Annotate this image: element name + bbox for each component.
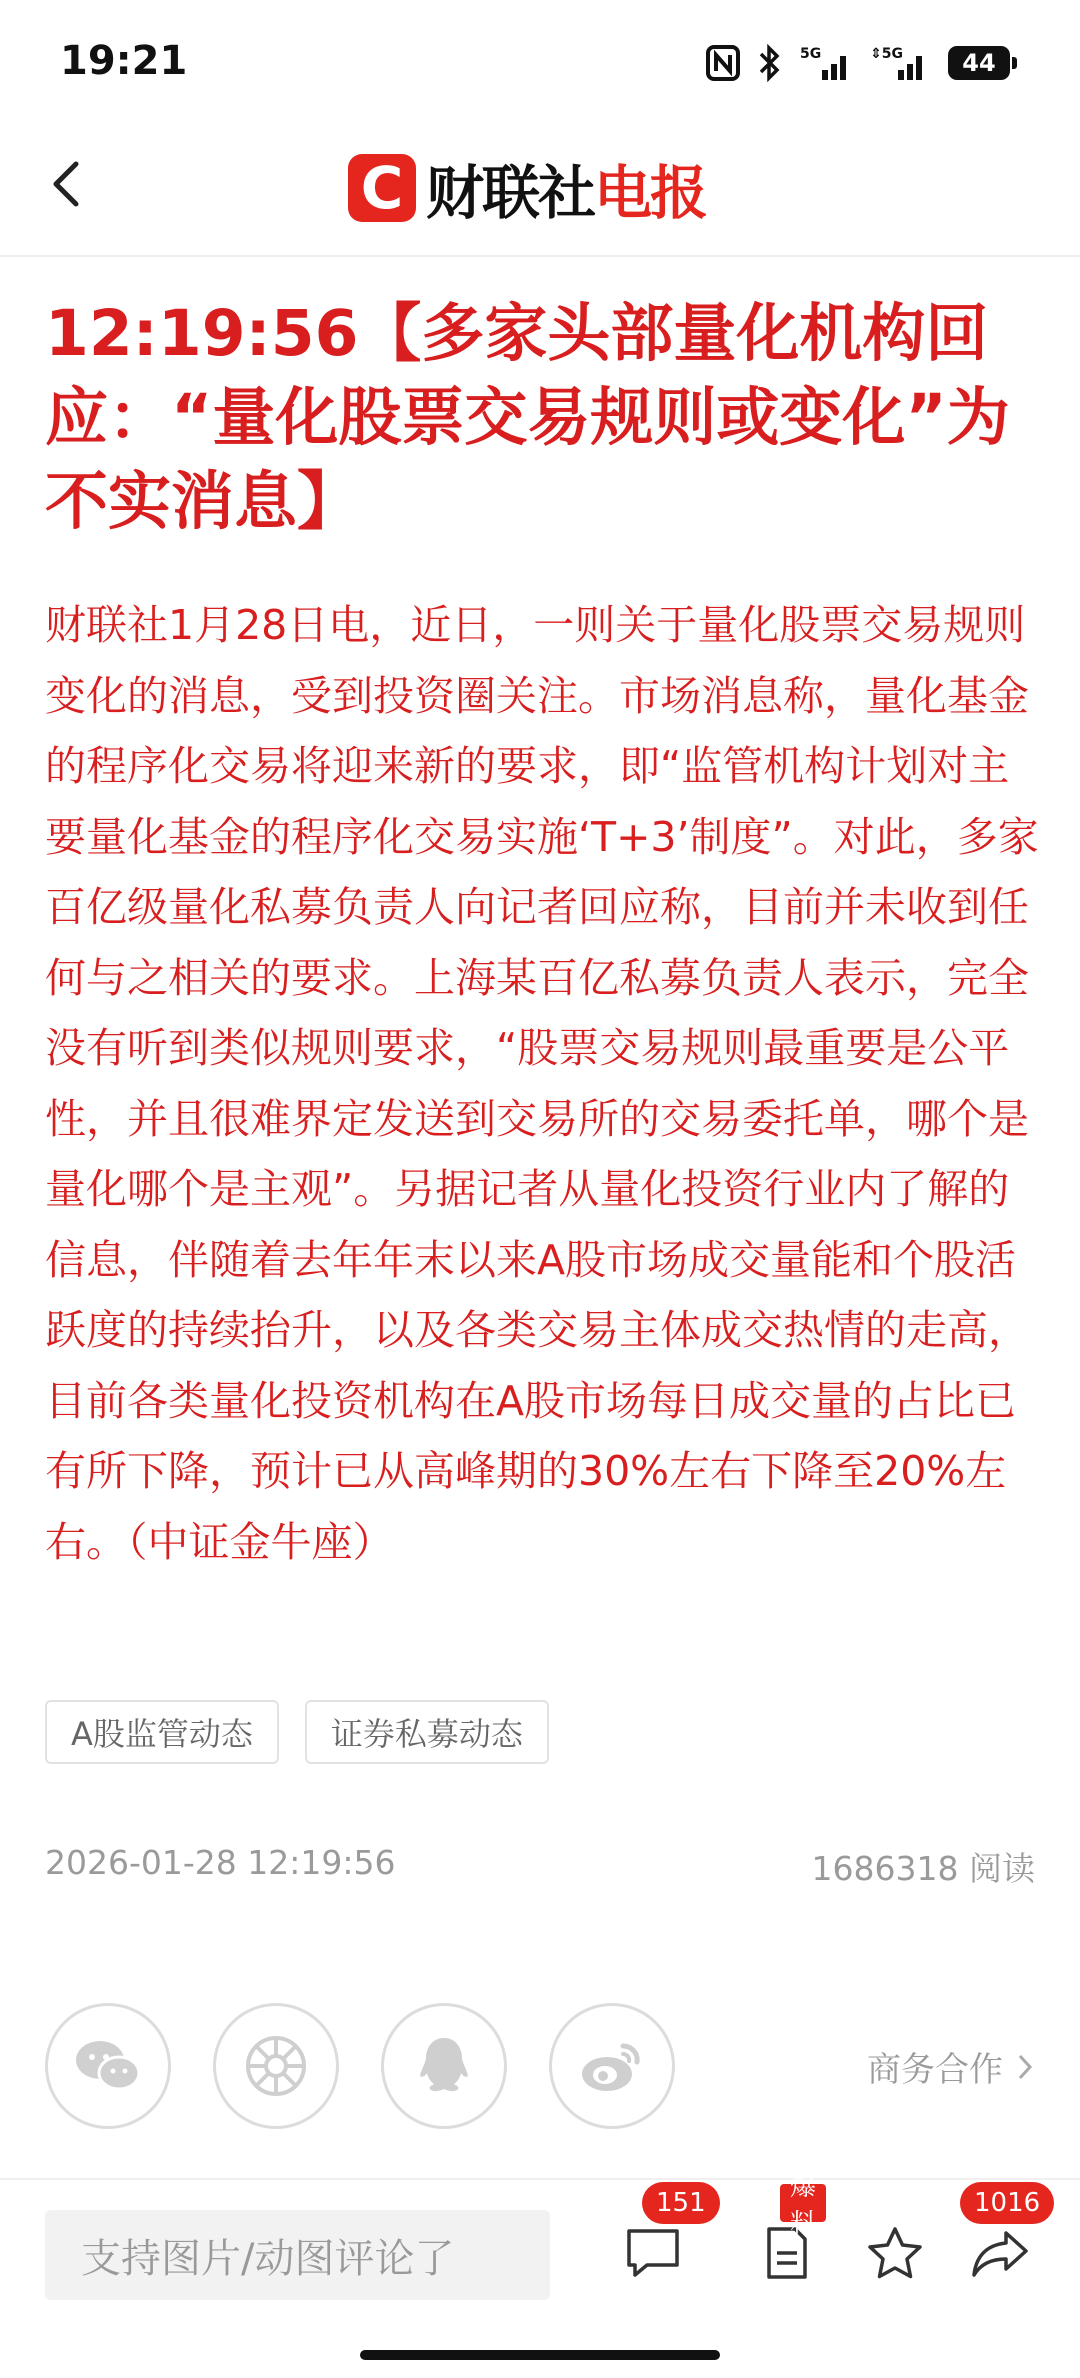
star-icon xyxy=(865,2224,925,2282)
app-logo xyxy=(348,148,706,228)
share-row xyxy=(45,2003,675,2129)
read-count-label: 阅读 xyxy=(969,1849,1035,1888)
share-button[interactable] xyxy=(966,2188,1041,2288)
qq-icon xyxy=(416,2034,472,2098)
status-time: 19:21 xyxy=(60,38,188,84)
chevron-left-icon xyxy=(40,154,100,214)
article-title: 12:19:56【多家头部量化机构回应：“量化股票交易规则或变化”为不实消息】 xyxy=(45,297,1010,538)
tag-item[interactable]: 证券私募动态 xyxy=(305,1700,549,1764)
status-icons xyxy=(706,44,1010,82)
back-button[interactable] xyxy=(40,154,100,214)
logo-text-black: 财联社 xyxy=(426,159,595,227)
business-cooperation-label: 商务合作 xyxy=(867,2050,1003,2090)
logo-text xyxy=(426,146,706,230)
bottom-bar xyxy=(0,2172,1080,2378)
home-indicator[interactable] xyxy=(360,2350,720,2360)
share-moments-button[interactable] xyxy=(213,2003,339,2129)
share-arrow-icon xyxy=(970,2225,1032,2281)
app-header xyxy=(0,120,1080,257)
report-button[interactable] xyxy=(752,2172,822,2288)
share-count-badge: 1016 xyxy=(960,2182,1054,2224)
moments-icon xyxy=(243,2033,309,2099)
bluetooth-icon xyxy=(758,44,782,82)
read-count-value: 1686318 xyxy=(811,1849,959,1888)
logo-text-red: 电报 xyxy=(594,159,707,227)
comment-input[interactable]: 支持图片/动图评论了 xyxy=(45,2210,550,2300)
favorite-button[interactable] xyxy=(860,2218,930,2288)
comment-count-badge: 151 xyxy=(642,2182,720,2224)
wechat-icon xyxy=(73,2036,143,2096)
tag-list xyxy=(45,1700,549,1764)
share-weibo-button[interactable] xyxy=(549,2003,675,2129)
tag-item[interactable]: A股监管动态 xyxy=(45,1700,279,1764)
nfc-icon xyxy=(706,45,740,81)
svg-text:5G: 5G xyxy=(800,46,822,62)
report-badge: 爆料 xyxy=(780,2184,826,2222)
signal-5g-data-icon xyxy=(870,44,930,82)
status-bar xyxy=(0,0,1080,120)
share-qq-button[interactable] xyxy=(381,2003,507,2129)
comments-button[interactable] xyxy=(618,2188,706,2288)
signal-5g-icon xyxy=(800,44,852,82)
logo-mark: C xyxy=(348,154,416,222)
publish-datetime: 2026-01-28 12:19:56 xyxy=(45,1843,396,1882)
comment-icon xyxy=(623,2225,683,2281)
chevron-right-icon xyxy=(1015,2052,1035,2082)
share-wechat-button[interactable] xyxy=(45,2003,171,2129)
business-cooperation-link[interactable] xyxy=(867,2042,1035,2091)
weibo-icon xyxy=(577,2036,647,2096)
battery-icon: 44 xyxy=(948,46,1010,80)
svg-text:⇕5G: ⇕5G xyxy=(870,46,903,62)
read-count xyxy=(812,1843,1035,1890)
article-body: 财联社1月28日电，近日，一则关于量化股票交易规则变化的消息，受到投资圈关注。市场消息称，量化基金的程序化交易将迎来新的要求，即“监管机构计划对主要量化基金的程序化交易实施‘T+3’制度”。对此，多家百亿级量化私募负责人向记者回应称，目前并未收到任何与之相关的要求。上海某百亿私募负责人表示，完全没有听到类似规则要求，“股票交易规则最重要是公平性，并且很难界定发送到交易所的交易委托单，哪个是量化哪个是主观”。另据记者从量化投资行业内了解的信息，伴随着去年年末以来A股市场成交量能和个股活跃度的持续抬升，以及各类交易主体成交热情的走高，目前各类量化投资机构在A股市场每日成交量的占比已有所下降，预计已从高峰期的30%左右下降至20%左右。（中证金牛座） xyxy=(45,601,1039,1566)
